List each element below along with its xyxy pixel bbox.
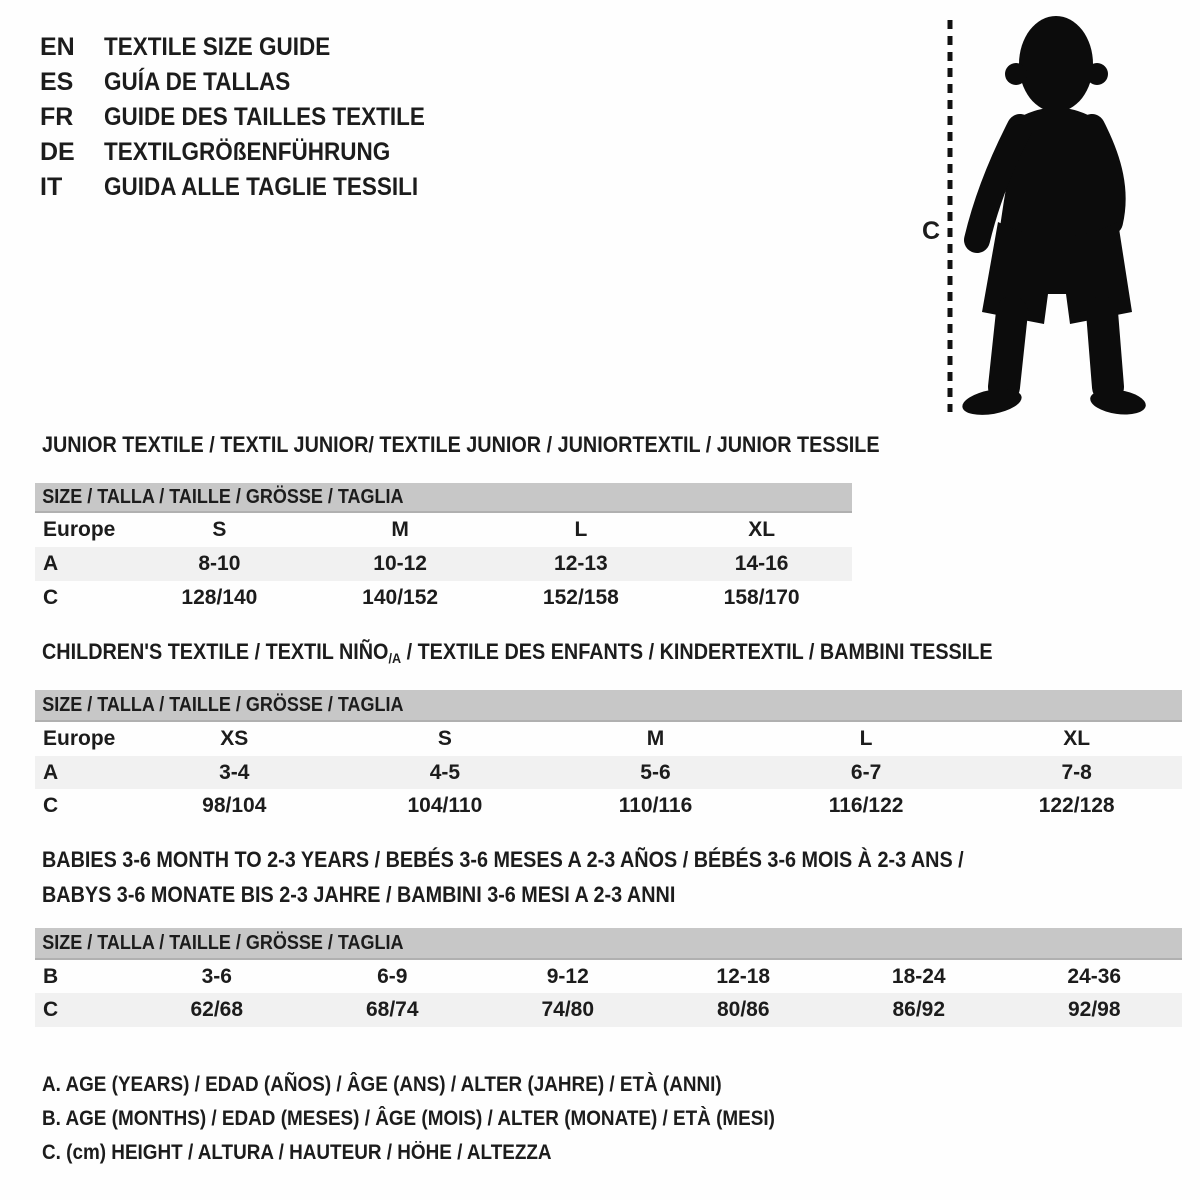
babies-section-heading-line1: BABIES 3-6 MONTH TO 2-3 YEARS / BEBÉS 3-6 MESES A 2-3 AÑOS / BÉBÉS 3-6 MOIS À 2-3 ANS /	[42, 847, 964, 872]
language-label: GUÍA DE TALLAS	[104, 68, 291, 96]
language-code: IT	[40, 173, 63, 201]
age-cell: 12-18	[716, 964, 771, 988]
children-section-heading: CHILDREN'S TEXTILE / TEXTIL $NIÑO_{/A}$ / TEXTILE DES ENFANTS / KINDERTEXTIL / BAMBINI TESSILE	[42, 639, 993, 666]
language-code: DE	[40, 138, 75, 166]
row-label: C	[43, 794, 59, 817]
age-cell: 10-12	[373, 552, 427, 575]
table-row	[35, 513, 852, 547]
language-row-en	[40, 30, 461, 65]
size-cell: L	[859, 727, 873, 750]
height-cell: 68/74	[365, 998, 419, 1021]
age-cell: 6-7	[850, 760, 882, 784]
row-label: B	[43, 964, 59, 988]
table-row	[35, 547, 852, 581]
language-label: GUIDA ALLE TAGLIE TESSILI	[104, 173, 419, 201]
language-list	[40, 30, 461, 205]
language-row-de	[40, 135, 461, 170]
row-label: C	[43, 586, 59, 609]
size-cell: S	[212, 518, 227, 541]
row-label: C	[43, 998, 59, 1021]
size-cell: S	[437, 727, 452, 750]
table-row	[35, 756, 1182, 789]
row-label: Europe	[43, 727, 116, 750]
size-cell: XS	[220, 727, 249, 750]
language-code: EN	[40, 33, 75, 61]
baby-silhouette-shape	[960, 16, 1147, 419]
table-row	[35, 581, 852, 615]
language-label: TEXTILGRÖßENFÜHRUNG	[104, 138, 391, 166]
size-cell: L	[574, 518, 588, 541]
junior-section-heading: JUNIOR TEXTILE / TEXTIL JUNIOR/ TEXTILE JUNIOR / JUNIORTEXTIL / JUNIOR TESSILE	[42, 432, 880, 457]
babies-section-heading-line2: BABYS 3-6 MONATE BIS 2-3 JAHRE / BAMBINI 3-6 MESI A 2-3 ANNI	[42, 882, 676, 907]
height-cell: 104/110	[407, 794, 483, 817]
age-cell: 6-9	[377, 964, 408, 988]
age-cell: 24-36	[1067, 964, 1122, 988]
height-cell: 140/152	[362, 586, 439, 609]
age-cell: 9-12	[546, 964, 589, 988]
height-cell: 116/122	[828, 794, 904, 817]
legend-line-c: C. (cm) HEIGHT / ALTURA / HAUTEUR / HÖHE / ALTEZZA	[42, 1141, 552, 1164]
size-cell: M	[646, 727, 665, 750]
table-row	[35, 960, 1182, 993]
row-label: A	[43, 760, 59, 784]
age-cell: 8-10	[198, 552, 241, 575]
height-cell: 80/86	[716, 998, 770, 1021]
height-cell: 110/116	[618, 794, 693, 817]
size-cell: XL	[1063, 727, 1091, 750]
height-cell: 152/158	[542, 586, 619, 609]
height-cell: 158/170	[723, 586, 800, 609]
junior-table-header: SIZE / TALLA / TAILLE / GRÖSSE / TAGLIA	[35, 483, 852, 513]
row-label: Europe	[43, 518, 116, 541]
nino-a-subscript: /A	[388, 650, 402, 666]
language-label: GUIDE DES TAILLES TEXTILE	[104, 103, 425, 131]
legend-line-a: A. AGE (YEARS) / EDAD (AÑOS) / ÂGE (ANS) / ALTER (JAHRE) / ETÀ (ANNI)	[42, 1073, 722, 1096]
language-label: TEXTILE SIZE GUIDE	[104, 33, 331, 61]
language-row-it	[40, 170, 461, 205]
height-cell: 128/140	[181, 586, 258, 609]
table-row	[35, 993, 1182, 1027]
size-cell: M	[391, 518, 409, 541]
children-table-header: SIZE / TALLA / TAILLE / GRÖSSE / TAGLIA	[35, 690, 1182, 722]
age-cell: 3-6	[201, 964, 232, 988]
row-label: A	[43, 552, 59, 575]
height-measure-label: C	[921, 217, 941, 245]
age-cell: 7-8	[1061, 760, 1092, 784]
age-cell: 18-24	[891, 964, 946, 988]
language-row-es	[40, 65, 461, 100]
height-cell: 98/104	[202, 794, 267, 817]
baby-silhouette	[920, 12, 1160, 424]
age-cell: 14-16	[734, 552, 789, 575]
height-cell: 92/98	[1067, 998, 1121, 1021]
language-row-fr	[40, 100, 461, 135]
height-cell: 122/128	[1038, 794, 1115, 817]
height-cell: 86/92	[892, 998, 946, 1021]
table-row	[35, 722, 1182, 756]
height-cell: 62/68	[190, 998, 244, 1021]
age-cell: 5-6	[640, 760, 671, 784]
age-cell: 12-13	[554, 552, 608, 575]
legend-line-b: B. AGE (MONTHS) / EDAD (MESES) / ÂGE (MOIS) / ALTER (MONATE) / ETÀ (MESI)	[42, 1107, 775, 1130]
height-cell: 74/80	[541, 998, 595, 1021]
size-cell: XL	[748, 518, 776, 541]
babies-table-header: SIZE / TALLA / TAILLE / GRÖSSE / TAGLIA	[35, 928, 1182, 960]
language-code: ES	[40, 68, 74, 96]
language-code: FR	[40, 103, 74, 131]
age-cell: 3-4	[219, 760, 250, 784]
age-cell: 4-5	[429, 760, 461, 784]
table-row	[35, 789, 1182, 823]
